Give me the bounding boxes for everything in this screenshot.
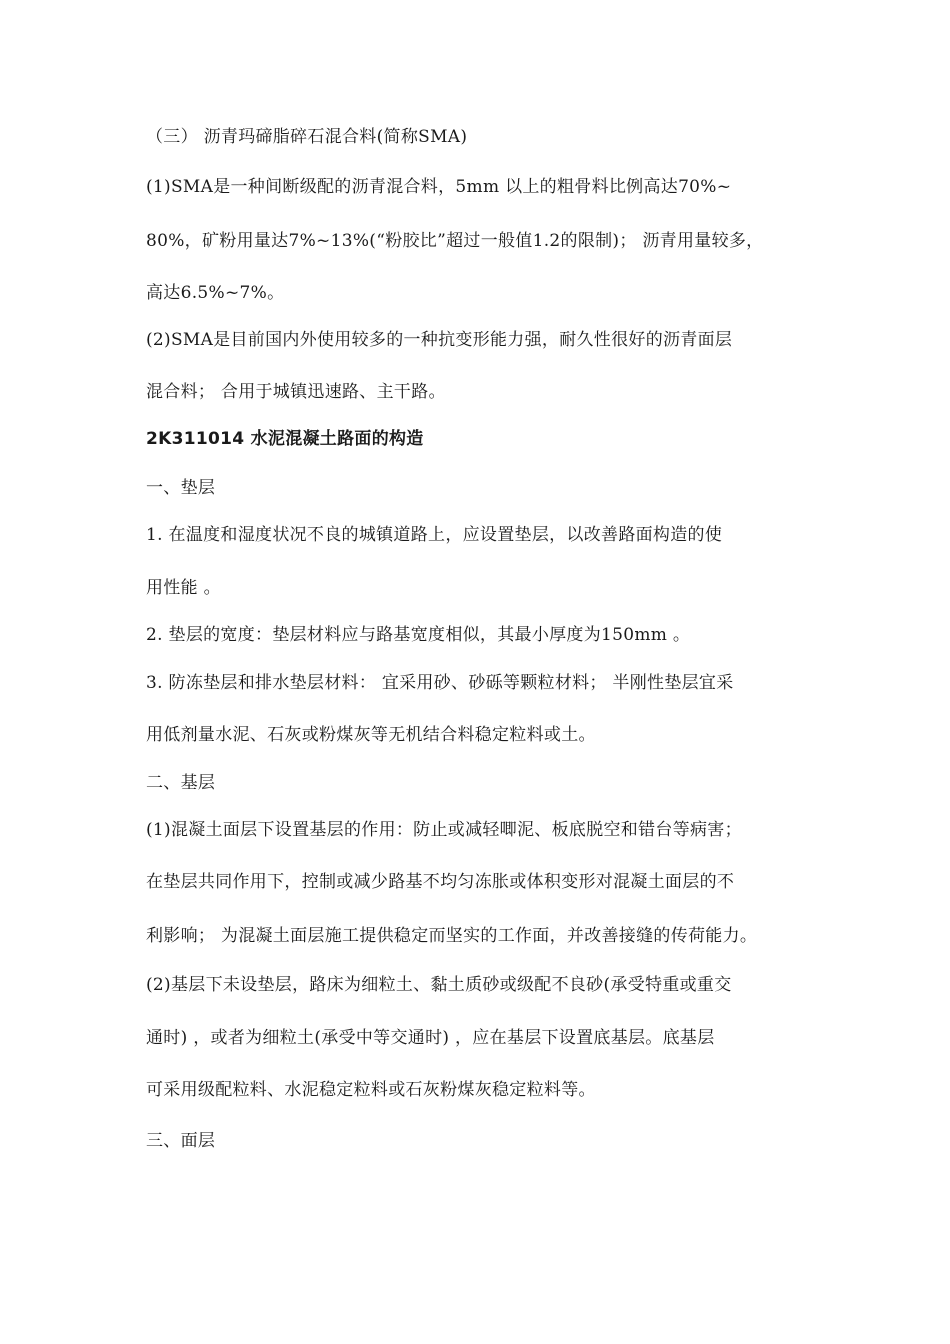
paragraph-line: (1)SMA是一种间断级配的沥青混合料，5mm 以上的粗骨料比例高达70%~ — [146, 177, 732, 197]
paragraph-line: (1)混凝土面层下设置基层的作用：防止或减轻唧泥、板底脱空和错台等病害； — [146, 820, 742, 840]
section-3-title: （三） 沥青玛碲脂碎石混合料(简称SMA) — [146, 127, 468, 147]
paragraph-line: 用性能 。 — [146, 578, 221, 598]
paragraph-line: (2)基层下未设垫层，路床为细粒土、黏土质砂或级配不良砂(承受特重或重交 — [146, 975, 732, 995]
paragraph-line: 用低剂量水泥、石灰或粉煤灰等无机结合料稳定粒料或土。 — [146, 725, 596, 745]
subsection-title: 一、垫层 — [146, 478, 216, 498]
paragraph-line: 在垫层共同作用下，控制或减少路基不均匀冻胀或体积变形对混凝土面层的不 — [146, 872, 735, 892]
paragraph-line: 2. 垫层的宽度：垫层材料应与路基宽度相似，其最小厚度为150mm 。 — [146, 625, 691, 645]
paragraph-line: 3. 防冻垫层和排水垫层材料： 宜采用砂、砂砾等颗粒材料； 半刚性垫层宜采 — [146, 673, 734, 693]
paragraph-line: 高达6.5%~7%。 — [146, 283, 285, 303]
paragraph-line: 利影响； 为混凝土面层施工提供稳定而坚实的工作面，并改善接缝的传荷能力。 — [146, 926, 758, 946]
subsection-title: 三、面层 — [146, 1131, 216, 1151]
paragraph-line: 通时) ，或者为细粒土(承受中等交通时) ，应在基层下设置底基层。底基层 — [146, 1028, 715, 1048]
subsection-title: 二、基层 — [146, 773, 216, 793]
section-heading: 2K311014 水泥混凝土路面的构造 — [146, 429, 424, 449]
paragraph-line: 可采用级配粒料、水泥稳定粒料或石灰粉煤灰稳定粒料等。 — [146, 1080, 596, 1100]
paragraph-line: (2)SMA是目前国内外使用较多的一种抗变形能力强，耐久性很好的沥青面层 — [146, 330, 733, 350]
paragraph-line: 混合料； 合用于城镇迅速路、主干路。 — [146, 382, 446, 402]
paragraph-line: 80%，矿粉用量达7%~13%(“粉胶比”超过一般值1.2的限制)； 沥青用量较多， — [146, 231, 764, 251]
paragraph-line: 1. 在温度和湿度状况不良的城镇道路上，应设置垫层，以改善路面构造的使 — [146, 525, 723, 545]
